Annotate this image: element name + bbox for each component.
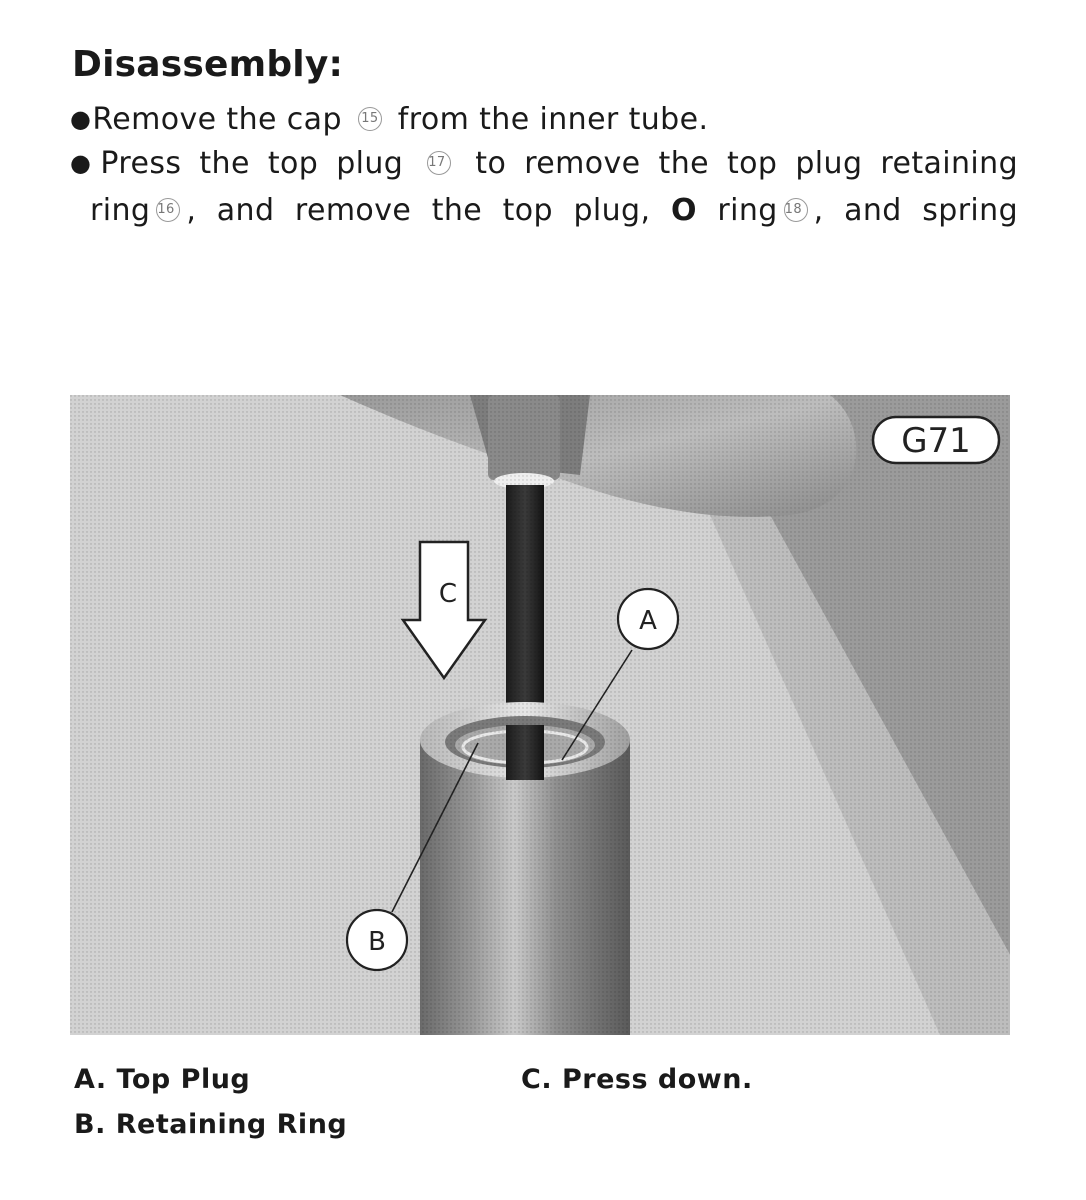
reference-number-badge: 17 — [427, 151, 451, 175]
caption-b: B. Retaining Ring — [74, 1109, 348, 1140]
step-text: from the inner tube. — [397, 102, 709, 137]
reference-number-badge: 15 — [358, 107, 382, 131]
callout-c-label: C — [438, 579, 458, 609]
instruction-step-remove-cap — [70, 97, 708, 144]
callout-a-label: A — [639, 606, 657, 636]
step-text: , and remove the top plug, — [186, 193, 651, 228]
step-line-2 — [70, 188, 1018, 234]
step-text: , and spring — [813, 193, 1019, 228]
reference-number-badge: 16 — [156, 198, 180, 222]
step-text: Press the top plug — [100, 146, 404, 181]
callout-b-label: B — [368, 927, 386, 957]
step-text: Remove the cap — [92, 102, 342, 137]
o-ring-letter: O — [670, 193, 697, 228]
step-text: ring — [90, 193, 151, 228]
figure-photo — [70, 395, 1010, 1035]
instruction-step-press-top-plug — [70, 141, 1018, 234]
step-text: to remove the top plug retaining — [475, 146, 1019, 181]
bullet-icon: ● — [70, 149, 100, 177]
caption-a: A. Top Plug — [74, 1064, 251, 1095]
section-heading: Disassembly: — [72, 44, 344, 85]
step-text: ring — [717, 193, 778, 228]
bullet-icon: ● — [70, 105, 92, 133]
caption-c: C. Press down. — [521, 1064, 753, 1095]
figure-id-text: G71 — [901, 421, 971, 461]
reference-number-badge: 18 — [784, 198, 808, 222]
step-line-1 — [70, 141, 1018, 188]
